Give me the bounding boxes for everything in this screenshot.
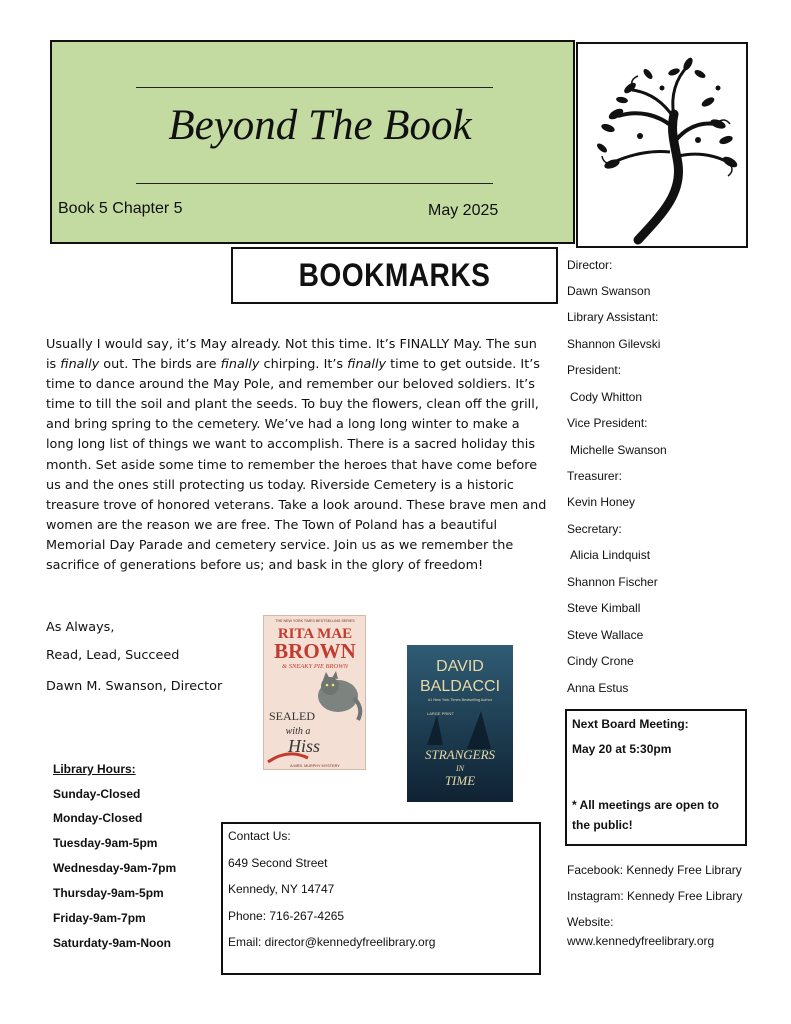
website-link[interactable]: www.kennedyfreelibrary.org: [567, 934, 715, 948]
staff-name: Shannon Fischer: [567, 575, 658, 589]
book1-title-line3: Hiss: [287, 736, 321, 756]
contact-phone: Phone: 716-267-4265: [228, 909, 345, 923]
section-title: BOOKMARKS: [298, 257, 491, 293]
book1-footer: A MRS. MURPHY MYSTERY: [290, 764, 340, 768]
contact-box: [221, 822, 541, 975]
hours-row: Wednesday-9am-7pm: [53, 861, 177, 875]
hours-row: Saturdaty-9am-Noon: [53, 936, 172, 950]
instagram-link: Instagram: Kennedy Free Library: [567, 889, 743, 903]
letter-emphasis: finally: [60, 357, 100, 373]
book2-title-line3: TIME: [444, 773, 476, 788]
book2-title-line1: STRANGERS: [424, 747, 496, 762]
book-cover-strangers-in-time: [407, 645, 513, 802]
staff-name: Michelle Swanson: [570, 443, 667, 457]
contact-email[interactable]: Email: director@kennedyfreelibrary.org: [228, 935, 436, 949]
hours-row: Monday-Closed: [53, 811, 143, 825]
meeting-title: Next Board Meeting:: [572, 717, 689, 731]
book2-author-last: BALDACCI: [419, 678, 501, 695]
book2-tagline: #1 New York Times Bestselling Author: [428, 698, 492, 702]
facebook-link: Facebook: Kennedy Free Library: [567, 863, 742, 877]
letter-text: out. The birds are: [99, 357, 221, 373]
staff-name: Shannon Gilevski: [567, 337, 661, 351]
book2-author-first: DAVID: [436, 658, 484, 675]
book1-coauthor: & SNEAKY PIE BROWN: [282, 663, 348, 670]
issue-date: May 2025: [428, 202, 499, 219]
staff-name: Dawn Swanson: [567, 284, 651, 298]
book2-print: LARGE PRINT: [427, 711, 454, 716]
letter-emphasis: finally: [347, 357, 387, 373]
staff-name: Anna Estus: [567, 681, 629, 695]
meeting-date: May 20 at 5:30pm: [572, 742, 672, 756]
book-cover-sealed-with-a-hiss: [263, 615, 366, 770]
book1-author-first: RITA MAE: [277, 626, 353, 642]
staff-role: Vice President:: [567, 416, 648, 430]
contact-label: Contact Us:: [228, 829, 291, 843]
book1-series: THE NEW YORK TIMES BESTSELLING SERIES: [275, 619, 355, 623]
staff-name: Alicia Lindquist: [570, 548, 651, 562]
staff-role: President:: [567, 363, 622, 377]
tree-icon: [578, 44, 746, 246]
book1-author-last: BROWN: [274, 639, 356, 663]
staff-role: Treasurer:: [567, 469, 622, 483]
letter-text: chirping. It’s: [259, 357, 348, 373]
book2-title-line2: IN: [456, 764, 464, 773]
hours-row: Tuesday-9am-5pm: [53, 836, 158, 850]
letter-text: time to get outside. It’s time to dance around the May Pole, and remember our beloved soldiers. It’s time to till the soil and plant the seeds. To buy the flowers, clean off the grill, and bring spring to the cemetery. We’ve had a long long winter to make a long long list of things we want to accomplish. There is a sacred holiday this month. Set aside some time to remember the heroes that have come before us and the ones still protecting us today. Riverside Cemetery is a historic treasure trove of honored veterans. Take a look around. These brave men and women are the reason we are free. The Town of Poland has a beautiful Memorial Day Parade and cemetery service. Join us as we remember the sacrifice of generations before us; and bask in the glory of freedom!: [46, 357, 547, 574]
staff-name: Cindy Crone: [567, 654, 634, 668]
letter-emphasis: finally: [220, 357, 260, 373]
website-label: Website:: [567, 915, 614, 929]
book1-title-line2: with a: [285, 726, 311, 737]
newsletter-title: Beyond The Book: [168, 102, 472, 149]
hours-row: Thursday-9am-5pm: [53, 886, 164, 900]
hours-row: Sunday-Closed: [53, 787, 141, 801]
staff-role: Secretary:: [567, 522, 622, 536]
meeting-note: * All meetings are open to the public!: [572, 798, 719, 832]
masthead-rule-top: [136, 87, 493, 88]
staff-name: Cody Whitton: [570, 390, 643, 404]
letter-signature: Dawn M. Swanson, Director: [46, 679, 223, 694]
hours-row: Friday-9am-7pm: [53, 911, 146, 925]
staff-name: Steve Kimball: [567, 601, 641, 615]
letter-motto: Read, Lead, Succeed: [46, 648, 180, 663]
hours-title: Library Hours:: [53, 762, 136, 776]
book-cover-art: [407, 645, 513, 802]
director-letter: [46, 335, 551, 576]
contact-street: 649 Second Street: [228, 856, 328, 870]
book-cover-art: [264, 616, 366, 770]
tree-illustration-panel: [576, 42, 748, 248]
masthead-rule-bottom: [136, 183, 493, 184]
contact-city: Kennedy, NY 14747: [228, 882, 335, 896]
staff-role: Library Assistant:: [567, 310, 659, 324]
letter-closing: As Always,: [46, 620, 115, 635]
book1-title-line1: SEALED: [269, 709, 315, 723]
staff-name: Steve Wallace: [567, 628, 644, 642]
letter-text: Usually I would say, it’s May already. Not this time. It’s FINALLY May. The sun is: [46, 337, 537, 373]
staff-role: Director:: [567, 258, 613, 272]
issue-number: Book 5 Chapter 5: [58, 200, 183, 217]
staff-name: Kevin Honey: [567, 495, 636, 509]
